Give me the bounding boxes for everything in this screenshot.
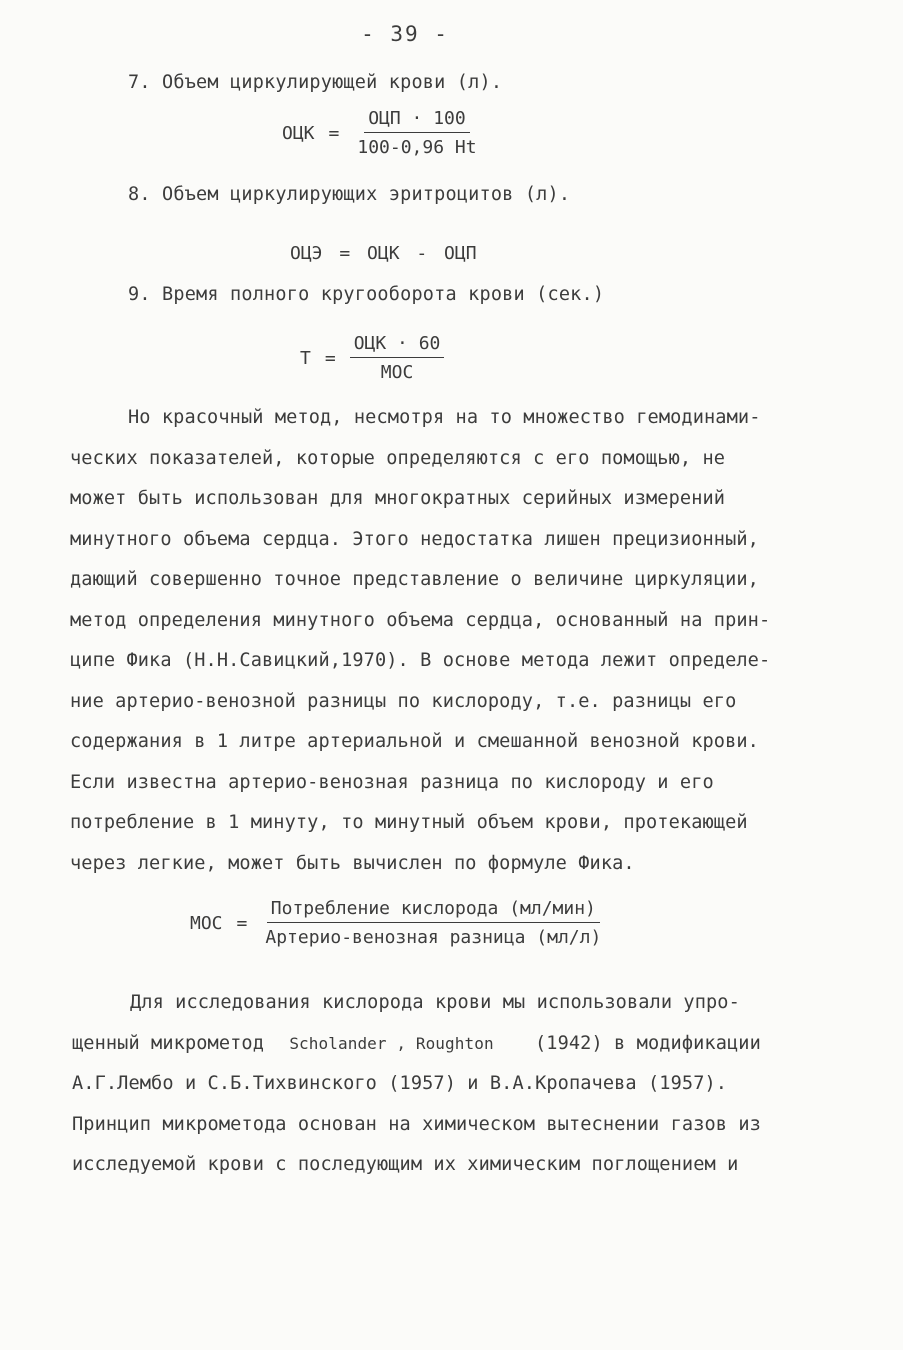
formula-t-denominator: МОС — [380, 362, 414, 383]
paragraph-line-part: щенный микрометод — [72, 1032, 265, 1054]
paragraph-line: ние артерио-венозной разницы по кислороду, т.е. разницы его — [70, 690, 737, 712]
paragraph-line: содержания в 1 литре артериальной и смешанной венозной крови. — [70, 731, 759, 752]
formula-t-fraction — [350, 333, 445, 383]
formula-mos-lhs: МОС — [190, 912, 223, 934]
formula-ock — [282, 108, 481, 158]
formula-ock-denominator: 100-0,96 Ht — [357, 137, 477, 158]
formula-oce: ОЦЭ = ОЦК - ОЦП — [290, 243, 477, 264]
formula-mos-denominator: Артерио-венозная разница (мл/л) — [265, 927, 602, 948]
paragraph-line: ципе Фика (Н.Н.Савицкий,1970). В основе метода лежит определе- — [70, 650, 771, 671]
formula-mos-numerator: Потребление кислорода (мл/мин) — [267, 898, 600, 923]
paragraph-fick-method — [70, 398, 840, 884]
formula-mos — [190, 898, 605, 948]
paragraph-line: потребление в 1 минуту, то минутный объем крови, протекающей — [70, 812, 748, 833]
formula-t-op: = — [324, 347, 336, 369]
formula-t-numerator: ОЦК · 60 — [350, 333, 445, 358]
latin-author-names: Scholander , Roughton — [289, 1033, 494, 1053]
formula-t — [300, 333, 444, 383]
paragraph-line: Но красочный метод, несмотря на то множество гемодинами- — [128, 407, 761, 428]
paragraph-line: минутного объема сердца. Этого недостатка лишен прецизионный, — [70, 528, 759, 550]
paragraph-line: метод определения минутного объема сердца, основанный на прин- — [70, 609, 771, 631]
paragraph-line-part: (1942) в модификации — [535, 1032, 761, 1054]
paragraph-line: Если известна артерио-венозная разница по кислороду и его — [70, 771, 714, 793]
paragraph-line: ческих показателей, которые определяются с его помощью, не — [70, 447, 726, 469]
paragraph-line — [72, 1024, 842, 1065]
formula-ock-lhs: ОЦК — [282, 122, 315, 144]
paragraph-line: Принцип микрометода основан на химическом вытеснении газов из — [72, 1113, 761, 1135]
formula-mos-fraction — [261, 898, 605, 948]
paragraph-line: исследуемой крови с последующим их химическим поглощением и — [72, 1154, 739, 1175]
paragraph-line: через легкие, может быть вычислен по формуле Фика. — [70, 852, 635, 874]
formula-mos-op: = — [236, 912, 248, 934]
paragraph-line: может быть использован для многократных серийных измерений — [70, 488, 726, 509]
paragraph-line: Для исследования кислорода крови мы использовали упро- — [130, 992, 740, 1013]
item-9-heading: 9. Время полного кругооборота крови (сек.) — [128, 284, 605, 305]
item-8-heading: 8. Объем циркулирующих эритроцитов (л). — [128, 184, 571, 205]
formula-ock-op: = — [328, 122, 340, 144]
paragraph-micromethod — [72, 983, 842, 1186]
paragraph-line: А.Г.Лембо и С.Б.Тихвинского (1957) и В.А.Кропачева (1957). — [72, 1073, 728, 1094]
formula-ock-numerator: ОЦП · 100 — [364, 108, 470, 133]
paragraph-line: дающий совершенно точное представление о величине циркуляции, — [70, 569, 759, 590]
formula-t-lhs: Т — [300, 347, 311, 369]
formula-ock-fraction — [353, 108, 480, 158]
item-7-heading: 7. Объем циркулирующей крови (л). — [128, 72, 503, 93]
page-number: - 39 - — [361, 22, 449, 46]
